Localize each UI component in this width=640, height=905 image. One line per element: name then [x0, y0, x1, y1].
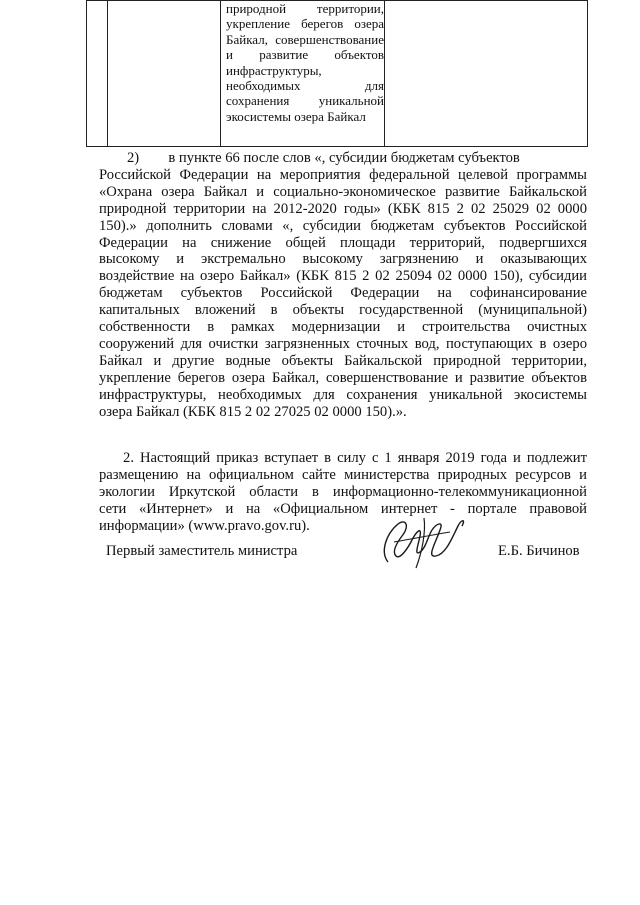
table-row [87, 1, 588, 147]
table-cell-description [221, 1, 385, 147]
text-line: инфраструктуры, [226, 62, 322, 78]
signatory-position: Первый заместитель министра [106, 543, 298, 559]
text-line: сооружений для очистки загрязненных сточных вод, поступающих в озеро [99, 335, 587, 352]
text-line: сети «Интернет» и на «Официальном интернет - портале правовой [99, 500, 587, 517]
text-line: информации» (www.pravo.gov.ru). [99, 517, 310, 534]
text-line: природной территории, [226, 1, 384, 16]
text-line: Российской Федерации на мероприятия федеральной целевой программы [99, 166, 587, 183]
text-line: воздействие на озеро Байкал» (КБК 815 2 02 25094 02 0000 150), субсидии [99, 268, 587, 285]
signatory-name: Е.Б. Бичинов [498, 543, 580, 559]
text-line: природной территории на 2012-2020 годы» (КБК 815 2 02 25029 02 0000 [99, 200, 587, 217]
handwritten-signature [366, 512, 476, 570]
text-line: собственности в рамках модернизации и строительства очистных [99, 319, 587, 336]
text-line: Байкал, совершенствование [226, 31, 384, 47]
text-line: «Охрана озера Байкал и социально-экономическое развитие Байкальской [99, 183, 587, 200]
text-line: размещению на официальном сайте министерства природных ресурсов и [99, 466, 587, 483]
table-fragment [86, 0, 588, 147]
table-cell-empty [108, 1, 221, 147]
text-line: сохранения уникальной [226, 93, 384, 109]
text-line: и развитие объектов [226, 47, 384, 63]
text-line: капитальных вложений в объекты государственной (муниципальной) [99, 302, 587, 319]
text-line: Федерации на снижение общей площади территорий, подвергшихся [99, 234, 587, 251]
cell-text [221, 1, 384, 124]
text-line: 2. Настоящий приказ вступает в силу с 1 января 2019 года и подлежит [99, 450, 587, 466]
text-line: экологии Иркутской области в информационно-телекоммуникационной [99, 483, 587, 500]
text-line: инфраструктуры, необходимых для сохранения уникальной экосистемы [99, 386, 587, 403]
paragraph-item-2 [99, 150, 587, 421]
text-line: озера Байкал (КБК 815 2 02 27025 02 0000 150).». [99, 403, 407, 420]
text-line: 150).» дополнить словами «, субсидии бюджетам субъектов Российской [99, 217, 587, 234]
text-line: бюджетам субъектов Российской Федерации на софинансирование [99, 285, 587, 302]
table-cell-empty-last [385, 1, 588, 147]
text-line: экосистемы озера Байкал [226, 108, 366, 124]
text-line: укрепление берегов озера Байкал, совершенствование и развитие объектов [99, 369, 587, 386]
text-line: укрепление берегов озера [226, 16, 384, 32]
text-line: необходимых для [226, 78, 384, 94]
text-line: 2) в пункте 66 после слов «, субсидии бюджетам субъектов [127, 150, 520, 166]
paragraph-clause-2 [99, 450, 587, 535]
table-cell-number [87, 1, 108, 147]
text-line: высокому и экстремально высокому загрязнению и оказывающих [99, 251, 587, 268]
text-line: Байкал и другие водные объекты Байкальской природной территории, [99, 352, 587, 369]
